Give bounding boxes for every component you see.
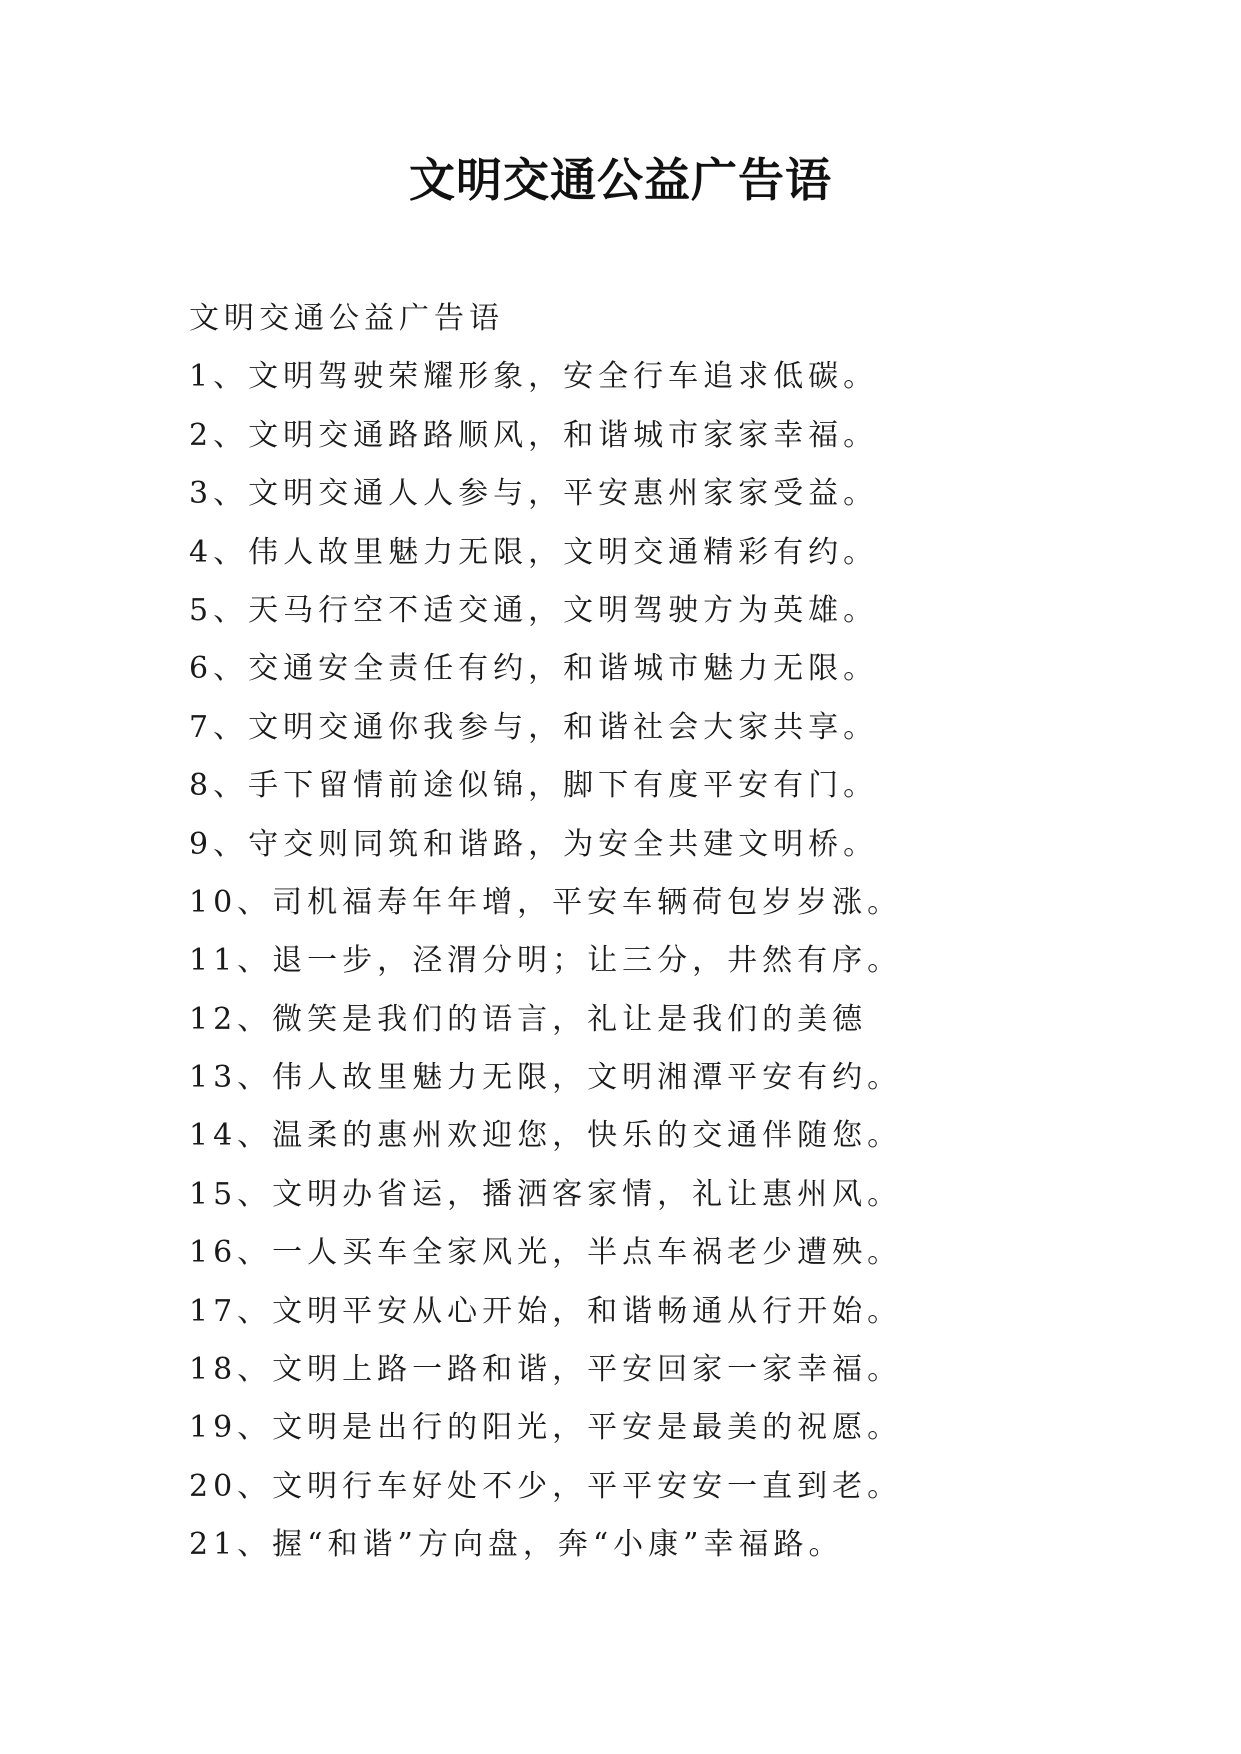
list-item: 13、伟人故里魅力无限，文明湘潭平安有约。 <box>189 1060 903 1096</box>
list-item: 1、文明驾驶荣耀形象，安全行车追求低碳。 <box>189 359 879 395</box>
list-item: 8、手下留情前途似锦，脚下有度平安有门。 <box>189 768 879 804</box>
list-item: 3、文明交通人人参与，平安惠州家家受益。 <box>189 476 879 512</box>
list-item: 21、握“和谐”方向盘，奔“小康”幸福路。 <box>189 1527 844 1563</box>
list-item: 17、文明平安从心开始，和谐畅通从行开始。 <box>189 1293 903 1329</box>
document-body <box>189 290 1089 1575</box>
list-item: 19、文明是出行的阳光，平安是最美的祝愿。 <box>189 1410 903 1446</box>
list-item: 18、文明上路一路和谐，平安回家一家幸福。 <box>189 1352 903 1388</box>
list-item: 15、文明办省运，播洒客家情，礼让惠州风。 <box>189 1176 903 1212</box>
list-item: 14、温柔的惠州欢迎您，快乐的交通伴随您。 <box>189 1118 903 1154</box>
list-item: 6、交通安全责任有约，和谐城市魅力无限。 <box>189 651 879 687</box>
document-subtitle: 文明交通公益广告语 <box>189 301 504 336</box>
list-item: 12、微笑是我们的语言，礼让是我们的美德 <box>189 1001 868 1037</box>
list-item: 20、文明行车好处不少，平平安安一直到老。 <box>189 1468 903 1504</box>
list-item: 9、守交则同筑和谐路，为安全共建文明桥。 <box>189 826 879 862</box>
list-item: 5、天马行空不适交通，文明驾驶方为英雄。 <box>189 592 879 628</box>
list-item: 10、司机福寿年年增，平安车辆荷包岁岁涨。 <box>189 884 903 920</box>
document-title: 文明交通公益广告语 <box>409 153 832 207</box>
list-item: 16、一人买车全家风光，半点车祸老少遭殃。 <box>189 1235 903 1271</box>
list-item: 2、文明交通路路顺风，和谐城市家家幸福。 <box>189 417 879 453</box>
list-item: 4、伟人故里魅力无限，文明交通精彩有约。 <box>189 534 879 570</box>
list-item: 7、文明交通你我参与，和谐社会大家共享。 <box>189 709 879 745</box>
list-item: 11、退一步，泾渭分明；让三分，井然有序。 <box>189 943 903 979</box>
